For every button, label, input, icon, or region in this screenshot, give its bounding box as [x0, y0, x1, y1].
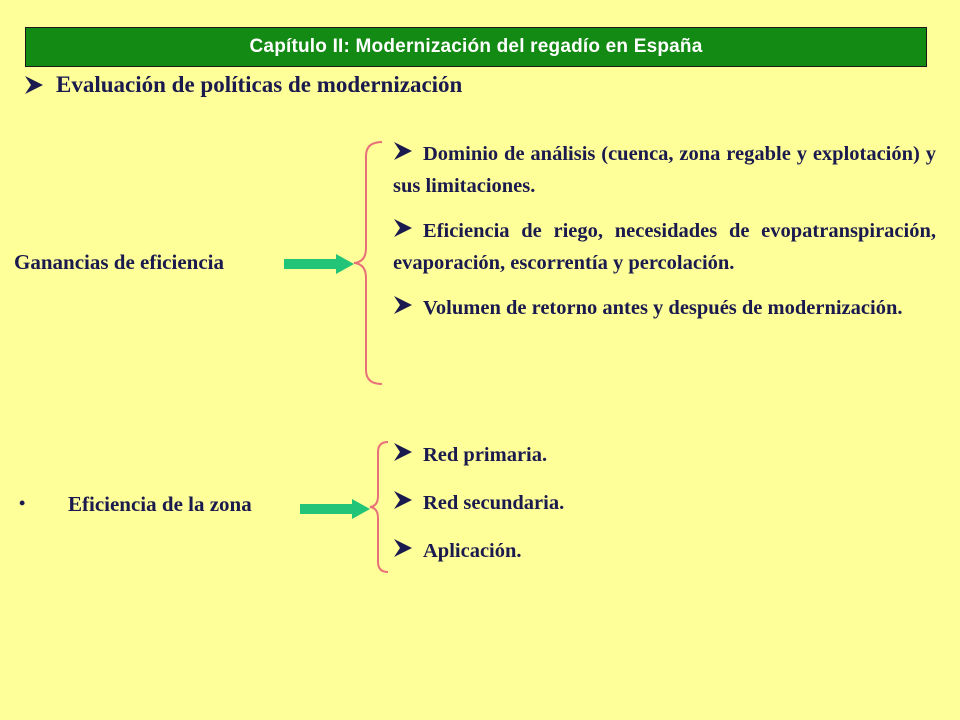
arrowhead-bullet-icon — [393, 295, 413, 315]
list-item-text: Aplicación. — [423, 540, 522, 562]
arrowhead-bullet-icon — [24, 75, 44, 95]
arrowhead-bullet-icon — [393, 218, 413, 238]
ganancias-list — [393, 138, 936, 337]
arrowhead-bullet-icon — [393, 141, 413, 161]
list-item — [393, 439, 936, 471]
subtitle-text: Evaluación de políticas de modernización — [56, 72, 463, 97]
list-item — [393, 487, 936, 519]
zona-label — [19, 492, 252, 517]
list-item — [393, 292, 936, 324]
section-subtitle — [24, 72, 462, 98]
left-brace-icon — [352, 140, 392, 386]
list-item-text: Red primaria. — [423, 444, 548, 466]
list-item-text: Volumen de retorno antes y después de modernización. — [423, 297, 903, 319]
list-item — [393, 215, 936, 279]
bullet-dot: • — [19, 493, 26, 513]
list-item-text: Red secundaria. — [423, 492, 565, 514]
list-item-text: Eficiencia de riego, necesidades de evopatranspiración, evaporación, escorrentía y percolación. — [393, 220, 936, 274]
list-item — [393, 535, 936, 567]
arrowhead-bullet-icon — [393, 490, 413, 510]
arrowhead-bullet-icon — [393, 442, 413, 462]
zona-list — [393, 439, 936, 583]
arrowhead-bullet-icon — [393, 538, 413, 558]
ganancias-label: Ganancias de eficiencia — [14, 250, 224, 274]
list-item-text: Dominio de análisis (cuenca, zona regable y explotación) y sus limitaciones. — [393, 143, 936, 197]
right-arrow-icon — [300, 499, 370, 519]
list-item — [393, 138, 936, 202]
chapter-header-bar — [25, 27, 927, 67]
zona-label-text: Eficiencia de la zona — [68, 492, 252, 516]
chapter-title: Capítulo II: Modernización del regadío en España — [249, 36, 703, 57]
right-arrow-icon — [284, 254, 354, 274]
